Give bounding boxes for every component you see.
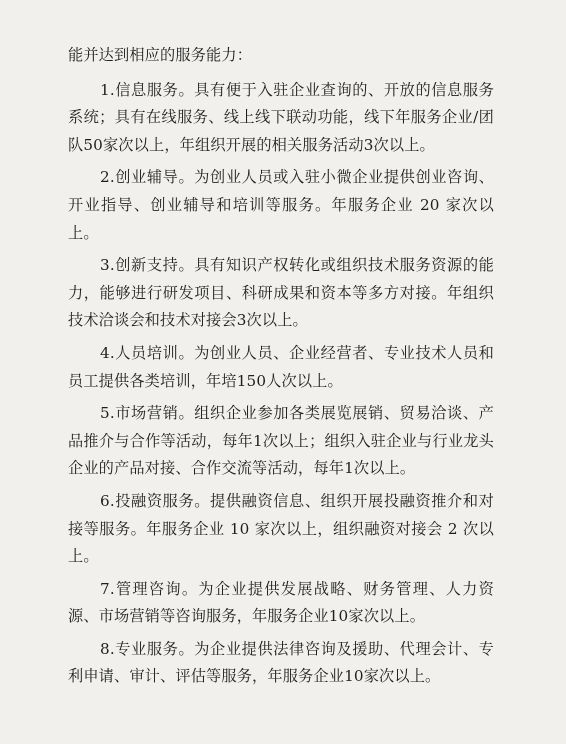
- item-information-service: 1.信息服务。具有便于入驻企业查询的、开放的信息服务系统；具有在线服务、线上线下联动功能，线下年服务企业/团队50家次以上，年组织开展的相关服务活动3次以上。: [68, 80, 494, 154]
- intro-paragraph: 能并达到相应的服务能力：: [68, 46, 253, 64]
- item-marketing: 5.市场营销。组织企业参加各类展览展销、贸易洽谈、产品推介与合作等活动，每年1次以上；组织入驻企业与行业龙头企业的产品对接、合作交流等活动，每年1次以上。: [68, 404, 494, 478]
- item-startup-guidance: 2.创业辅导。为创业人员或入驻小微企业提供创业咨询、开业指导、创业辅导和培训等服务。年服务企业 20 家次以上。: [68, 168, 494, 242]
- item-innovation-support: 3.创新支持。具有知识产权转化或组织技术服务资源的能力，能够进行研发项目、科研成果和资本等多方对接。年组织技术洽谈会和技术对接会3次以上。: [68, 256, 494, 330]
- item-personnel-training: 4.人员培训。为创业人员、企业经营者、专业技术人员和员工提供各类培训，年培150人次以上。: [68, 343, 494, 390]
- document-body: [68, 42, 494, 696]
- item-investment-financing: 6.投融资服务。提供融资信息、组织开展投融资推介和对接等服务。年服务企业 10 家次以上，组织融资对接会 2 次以上。: [68, 491, 494, 566]
- item-management-consulting: 7.管理咨询。为企业提供发展战略、财务管理、人力资源、市场营销等咨询服务，年服务企业10家次以上。: [68, 579, 494, 626]
- item-professional-services: 8.专业服务。为企业提供法律咨询及援助、代理会计、专利申请、审计、评估等服务，年服务企业10家次以上。: [68, 639, 494, 686]
